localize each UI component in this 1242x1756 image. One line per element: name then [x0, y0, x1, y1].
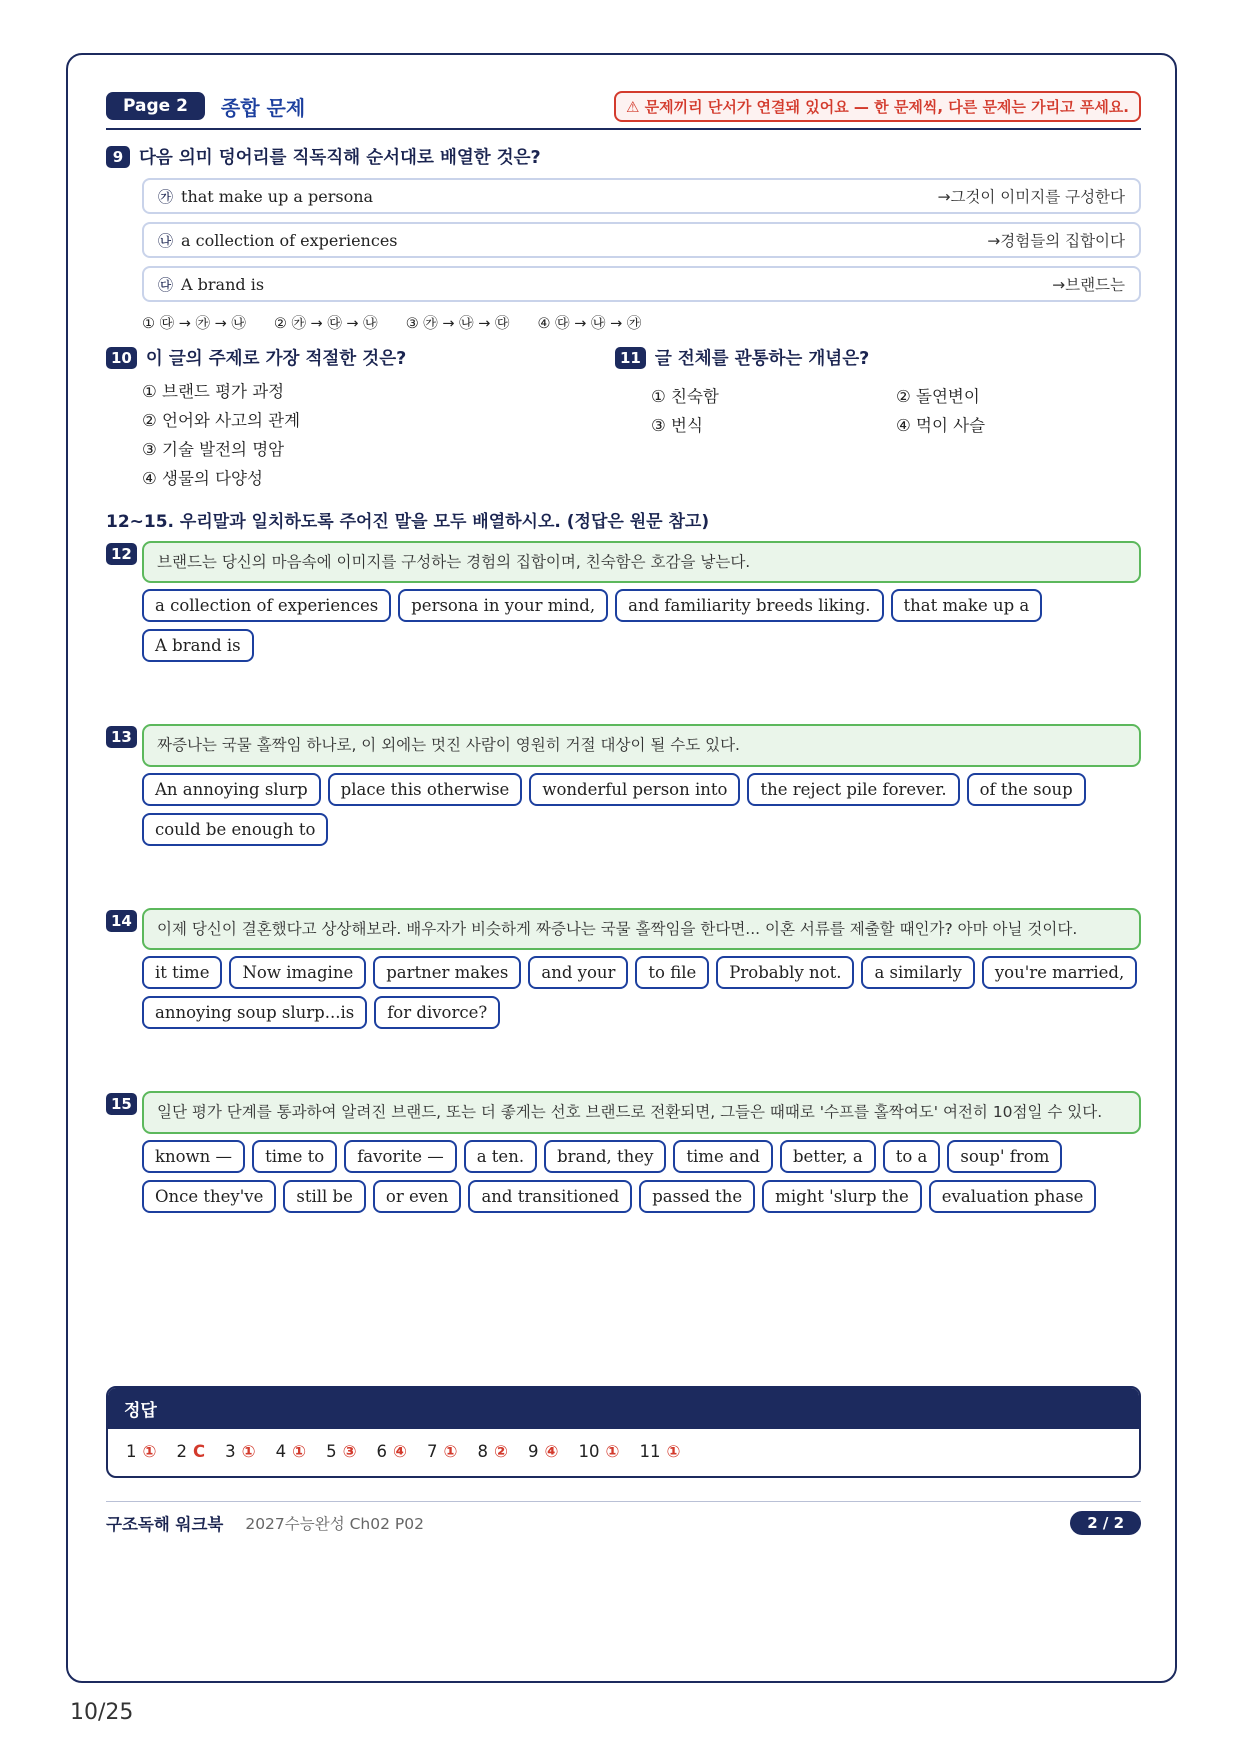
word-tile[interactable]: the reject pile forever.: [747, 773, 959, 806]
chunk-item: [142, 178, 1141, 214]
chunk-item: [142, 222, 1141, 258]
option-4[interactable]: ④ 먹이 사슬: [896, 416, 986, 435]
question-12: [106, 541, 1141, 662]
answer-number: 8: [477, 1442, 489, 1461]
warning-banner: ⚠ 문제끼리 단서가 연결돼 있어요 — 한 문제씩, 다른 문제는 가리고 푸세요.: [614, 91, 1141, 122]
option-4[interactable]: ④ 생물의 다양성: [142, 469, 263, 488]
word-tile[interactable]: you're married,: [982, 956, 1137, 989]
word-tile[interactable]: to file: [635, 956, 709, 989]
footer-page-number: 2 / 2: [1070, 1511, 1141, 1535]
answer-value: ①: [241, 1442, 256, 1461]
word-tile[interactable]: known —: [142, 1140, 245, 1173]
page-header: [106, 91, 1141, 130]
korean-prompt: 브랜드는 당신의 마음속에 이미지를 구성하는 경험의 집합이며, 친숙함은 호감을 낳는다.: [142, 541, 1141, 583]
answer-item: [578, 1442, 619, 1461]
korean-prompt: 이제 당신이 결혼했다고 상상해보라. 배우자가 비슷하게 짜증나는 국물 홀짝임을 한다면... 이혼 서류를 제출할 때인가? 아마 아닐 것이다.: [142, 908, 1141, 950]
word-tiles: [142, 956, 1141, 1029]
answer-value: ②: [494, 1442, 508, 1461]
option-1[interactable]: ① 브랜드 평가 과정: [142, 382, 285, 401]
chunk-mark: ㉰: [158, 275, 174, 294]
question-11-options: [651, 378, 1141, 436]
word-tile[interactable]: a collection of experiences: [142, 589, 391, 622]
korean-prompt: 일단 평가 단계를 통과하여 알려진 브랜드, 또는 더 좋게는 선호 브랜드로 전환되면, 그들은 때때로 '수프를 홀짝여도' 여전히 10점일 수 있다.: [142, 1091, 1141, 1133]
word-tile[interactable]: A brand is: [142, 629, 254, 662]
question-10-heading: [106, 345, 615, 370]
answer-key-list: [108, 1429, 1139, 1476]
answer-value: ①: [142, 1442, 157, 1461]
word-tile[interactable]: soup' from: [947, 1140, 1062, 1173]
question-text: 다음 의미 덩어리를 직독직해 순서대로 배열한 것은?: [139, 148, 541, 168]
answer-number: 10: [578, 1442, 600, 1461]
answer-item: [639, 1442, 680, 1461]
word-tile[interactable]: evaluation phase: [929, 1180, 1097, 1213]
answer-value: ③: [342, 1442, 357, 1461]
word-tile[interactable]: and transitioned: [468, 1180, 632, 1213]
question-number: 9: [106, 146, 130, 168]
footer-brand: 구조독해 워크북: [106, 1515, 224, 1534]
answer-item: [478, 1442, 508, 1461]
option-1[interactable]: ① ㉰ → ㉮ → ㉯: [142, 316, 246, 332]
word-tile[interactable]: time and: [673, 1140, 773, 1173]
option-3[interactable]: ③ 기술 발전의 명암: [142, 440, 285, 459]
option-1[interactable]: ① 친숙함: [651, 387, 719, 406]
question-number: 12: [106, 543, 137, 565]
option-2[interactable]: ② ㉮ → ㉰ → ㉯: [273, 316, 378, 332]
question-14: [106, 908, 1141, 1029]
word-tile[interactable]: An annoying slurp: [142, 773, 321, 806]
word-tiles: [142, 589, 1141, 662]
word-tile[interactable]: could be enough to: [142, 813, 328, 846]
word-tile[interactable]: to a: [883, 1140, 941, 1173]
word-tile[interactable]: or even: [373, 1180, 462, 1213]
worksheet-content: [106, 91, 1141, 1534]
answer-number: 7: [427, 1442, 438, 1461]
word-tile[interactable]: passed the: [639, 1180, 755, 1213]
word-tile[interactable]: for divorce?: [374, 996, 500, 1029]
chunk-korean: →경험들의 집합이다: [987, 232, 1125, 250]
chunk-korean: →브랜드는: [1052, 276, 1125, 294]
question-number: 11: [615, 347, 646, 369]
page-badge: Page 2: [106, 92, 205, 120]
word-tile[interactable]: Once they've: [142, 1180, 276, 1213]
word-tile[interactable]: time to: [252, 1140, 337, 1173]
worksheet-frame: [66, 53, 1177, 1683]
word-tile[interactable]: still be: [283, 1180, 366, 1213]
answer-value: ①: [666, 1442, 681, 1461]
answer-number: 3: [225, 1442, 236, 1461]
word-tile[interactable]: persona in your mind,: [398, 589, 608, 622]
question-text: 글 전체를 관통하는 개념은?: [654, 349, 870, 369]
word-tile[interactable]: favorite —: [344, 1140, 457, 1173]
answer-item: [528, 1442, 558, 1461]
word-tile[interactable]: better, a: [780, 1140, 876, 1173]
answer-key-title: 정답: [108, 1388, 1139, 1429]
word-tile[interactable]: annoying soup slurp...is: [142, 996, 367, 1029]
answer-item: [176, 1442, 205, 1461]
option-4[interactable]: ④ ㉰ → ㉯ → ㉮: [537, 316, 642, 332]
question-9-heading: [106, 144, 1141, 169]
question-10: [106, 345, 615, 489]
word-tile[interactable]: a similarly: [861, 956, 974, 989]
option-2[interactable]: ② 언어와 사고의 관계: [142, 411, 301, 430]
question-15: [106, 1091, 1141, 1212]
question-number: 10: [106, 347, 137, 369]
answer-item: [276, 1442, 306, 1461]
answer-value: ④: [393, 1442, 408, 1461]
footer-subtitle: 2027수능완성 Ch02 P02: [245, 1515, 424, 1533]
answer-key: [106, 1386, 1141, 1478]
word-tile[interactable]: it time: [142, 956, 222, 989]
question-11-heading: [615, 345, 1141, 370]
question-number: 13: [106, 726, 137, 748]
answer-number: 5: [326, 1442, 337, 1461]
answer-item: [427, 1442, 457, 1461]
question-11: [615, 345, 1141, 489]
word-tile[interactable]: partner makes: [373, 956, 521, 989]
answer-number: 9: [528, 1442, 539, 1461]
option-2[interactable]: ② 돌연변이: [896, 387, 980, 406]
answer-number: 6: [376, 1442, 388, 1461]
page-counter: 10/25: [70, 1700, 134, 1725]
word-tile[interactable]: of the soup: [967, 773, 1086, 806]
option-3[interactable]: ③ ㉮ → ㉯ → ㉰: [405, 316, 510, 332]
chunk-list: [106, 178, 1141, 302]
question-text: 이 글의 주제로 가장 적절한 것은?: [145, 349, 407, 369]
word-tiles: [142, 773, 1141, 846]
question-13: [106, 724, 1141, 845]
chunk-english: a collection of experiences: [181, 230, 398, 250]
word-tile[interactable]: wonderful person into: [529, 773, 740, 806]
answer-item: [377, 1442, 407, 1461]
chunk-mark: ㉯: [158, 231, 174, 250]
answer-number: 1: [126, 1442, 137, 1461]
word-tile[interactable]: and familiarity breeds liking.: [615, 589, 883, 622]
answer-number: 11: [639, 1442, 661, 1461]
word-tile[interactable]: might 'slurp the: [762, 1180, 922, 1213]
answer-number: 4: [275, 1442, 287, 1461]
answer-number: 2: [176, 1442, 187, 1461]
questions-10-11: [106, 345, 1141, 489]
question-number: 14: [106, 910, 137, 932]
answer-item: [326, 1442, 356, 1461]
page-footer: [106, 1501, 1141, 1535]
page-title: 종합 문제: [220, 95, 306, 120]
answer-value: ①: [292, 1442, 307, 1461]
question-9: [106, 144, 1141, 333]
chunk-english: that make up a persona: [181, 186, 374, 206]
answer-value: C: [192, 1442, 206, 1461]
word-tile[interactable]: Probably not.: [716, 956, 854, 989]
chunk-english: A brand is: [181, 274, 265, 294]
question-number: 15: [106, 1093, 137, 1115]
korean-prompt: 짜증나는 국물 홀짝임 하나로, 이 외에는 멋진 사람이 영원히 거절 대상이 될 수도 있다.: [142, 724, 1141, 766]
chunk-item: [142, 266, 1141, 302]
word-tiles: [142, 1140, 1141, 1213]
answer-value: ①: [443, 1442, 458, 1461]
word-tile[interactable]: place this otherwise: [328, 773, 523, 806]
chunk-korean: →그것이 이미지를 구성한다: [937, 188, 1125, 206]
answer-value: ①: [605, 1442, 620, 1461]
section-title: 12~15. 우리말과 일치하도록 주어진 말을 모두 배열하시오. (정답은 원문 참고): [106, 512, 710, 532]
answer-item: [126, 1442, 156, 1461]
word-tile[interactable]: brand, they: [544, 1140, 666, 1173]
word-tile[interactable]: and your: [528, 956, 628, 989]
option-3[interactable]: ③ 번식: [651, 416, 703, 435]
question-9-options: [142, 312, 1141, 333]
word-tile[interactable]: Now imagine: [229, 956, 366, 989]
answer-item: [225, 1442, 255, 1461]
word-tile[interactable]: a ten.: [464, 1140, 537, 1173]
word-tile[interactable]: that make up a: [891, 589, 1043, 622]
chunk-mark: ㉮: [158, 187, 174, 206]
answer-value: ④: [544, 1442, 559, 1461]
